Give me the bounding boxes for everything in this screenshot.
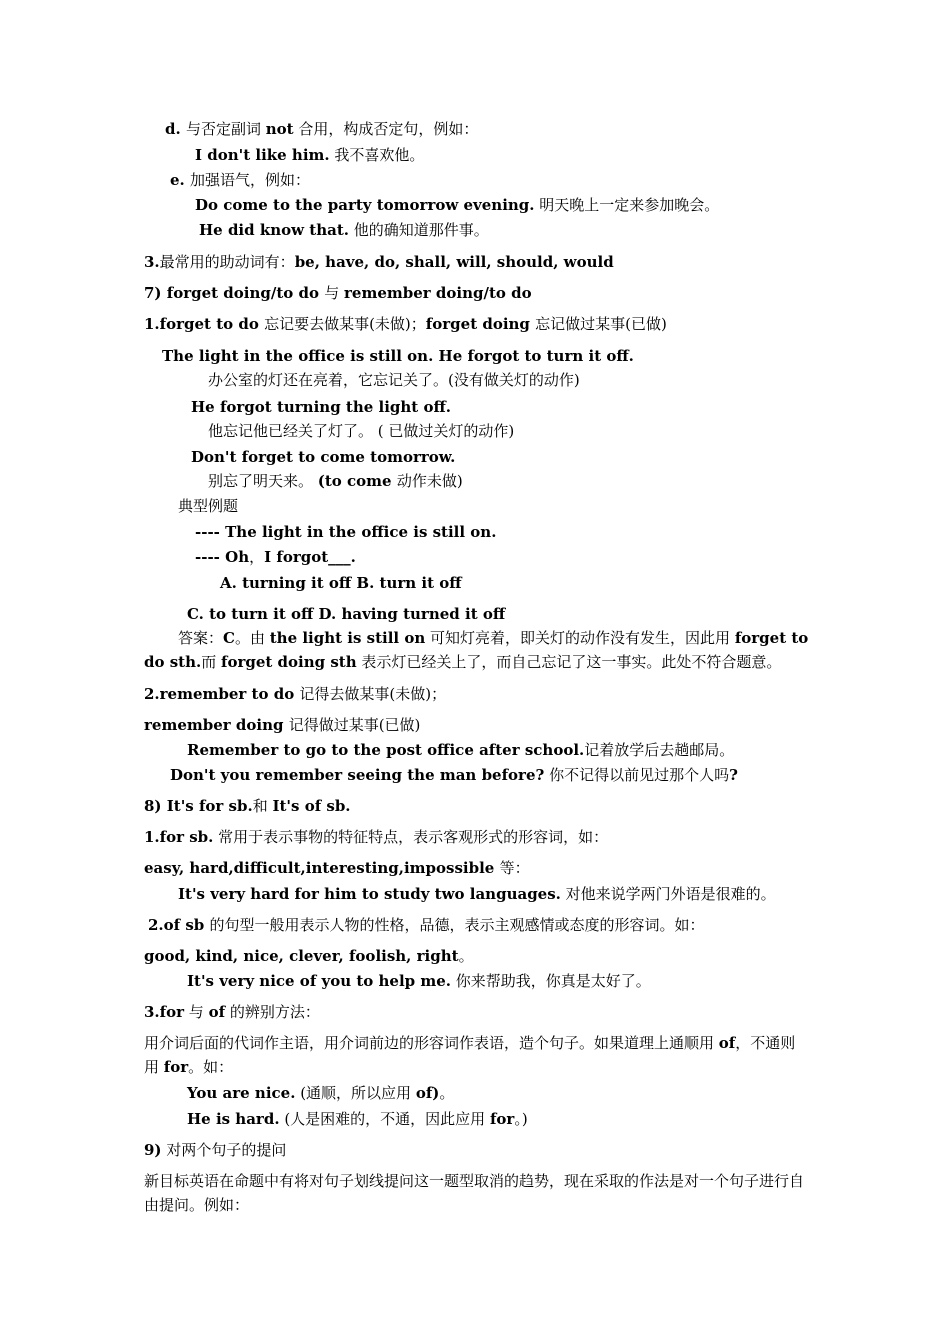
text-paragraph (144, 1031, 809, 1079)
bold-text-segment: He is hard. (187, 1110, 280, 1128)
text-line (199, 219, 489, 241)
text-segment: 与 (324, 284, 345, 302)
bold-text-segment: It's of sb. (272, 797, 351, 815)
bold-text-segment: It's very nice of you to help me. (187, 972, 451, 990)
text-segment: 与 (184, 1003, 209, 1021)
text-segment: 典型例题 (178, 497, 239, 515)
bold-text-segment: He forgot turning the light off. (191, 398, 451, 416)
bold-text-segment: for (489, 1110, 515, 1128)
section-heading (144, 1139, 286, 1161)
text-line (187, 603, 505, 625)
text-line (170, 764, 738, 786)
text-line (144, 714, 420, 736)
text-line (191, 446, 455, 468)
section-heading (144, 282, 532, 304)
bold-text-segment: 1.forget to do (144, 315, 265, 333)
text-segment: (通顺，所以应用 (295, 1084, 416, 1102)
text-segment: 用介词后面的代词作主语，用介词前边的形容词作表语，造个句子。如果道理上通顺用 (144, 1034, 719, 1052)
bold-text-segment: forget to do sth. (144, 629, 809, 671)
bold-text-segment: You are nice. (187, 1084, 296, 1102)
text-line (162, 345, 634, 367)
text-line (187, 739, 734, 761)
text-segment: (人是困难的，不通，因此应用 (279, 1110, 490, 1128)
text-line (148, 914, 705, 936)
bold-text-segment: (to come (317, 472, 397, 490)
text-line (195, 194, 719, 216)
bold-text-segment: I don't like him. (195, 146, 330, 164)
bold-text-segment: of (208, 1003, 226, 1021)
text-line (195, 144, 424, 166)
text-segment: 的句型一般用表示人物的性格，品德，表示主观感情或态度的形容词。如： (209, 916, 705, 934)
bold-text-segment: C. to turn it off D. having turned it off (187, 605, 506, 623)
bold-text-segment: remember doing/to do (344, 284, 532, 302)
bold-text-segment: d. (165, 120, 186, 138)
text-segment: 记得去做某事(未做)； (299, 685, 447, 703)
bold-text-segment: e. (170, 171, 190, 189)
bold-text-segment: of (718, 1034, 736, 1052)
text-segment: 对两个句子的提问 (161, 1141, 287, 1159)
text-segment: 你不记得以前见过那个人吗 (544, 766, 730, 784)
bold-text-segment: 9) (144, 1141, 162, 1159)
bold-text-segment: A. turning it off B. turn it off (220, 574, 462, 592)
text-segment: 他忘记他已经关了灯了。 ( 已做过关灯的动作) (208, 422, 515, 440)
text-paragraph (144, 626, 809, 674)
text-segment: 。由 (234, 629, 270, 647)
text-line (144, 683, 446, 705)
text-segment: 等： (499, 859, 530, 877)
text-segment: 别忘了明天来。 (208, 472, 318, 490)
bold-text-segment: of) (415, 1084, 440, 1102)
text-line (208, 420, 514, 442)
text-segment: 与否定副词 (185, 120, 266, 138)
bold-text-segment: 3. (144, 253, 160, 271)
bold-text-segment: for (163, 1058, 189, 1076)
text-line (165, 118, 478, 140)
bold-text-segment: the light is still on (269, 629, 426, 647)
bold-text-segment: Do come to the party tomorrow evening. (195, 196, 535, 214)
bold-text-segment: remember doing (144, 716, 289, 734)
text-segment: 表示灯已经关上了，而自己忘记了这一事实。此处不符合题意。 (356, 653, 782, 671)
text-segment: 最常用的助动词有： (159, 253, 295, 271)
text-line (144, 857, 530, 879)
text-line (178, 883, 776, 905)
text-segment: 常用于表示事物的特征特点，表示客观形式的形容词，如： (213, 828, 609, 846)
bold-text-segment: 8) It's for sb. (144, 797, 253, 815)
bold-text-segment: 1.for sb. (144, 828, 214, 846)
text-paragraph (144, 1169, 809, 1217)
text-line (187, 1082, 454, 1104)
text-segment: 明天晚上一定来参加晚会。 (534, 196, 720, 214)
bold-text-segment: forget doing (425, 315, 536, 333)
bold-text-segment: C (223, 629, 235, 647)
bold-text-segment: forget doing sth (221, 653, 357, 671)
bold-text-segment: 7) forget doing/to do (144, 284, 325, 302)
text-line (220, 572, 462, 594)
text-segment: 而 (201, 653, 221, 671)
bold-text-segment: 3.for (144, 1003, 185, 1021)
text-segment: 办公室的灯还在亮着，它忘记关了。(没有做关灯的动作) (208, 371, 580, 389)
text-segment: 他的确知道那件事。 (348, 221, 489, 239)
text-segment: ，不通则用 (144, 1034, 796, 1076)
bold-text-segment: The light in the office is still on. He forgot to turn it off. (162, 347, 634, 365)
text-segment: 我不喜欢他。 (329, 146, 425, 164)
text-line (191, 396, 451, 418)
bold-text-segment: ---- The light in the office is still on. (195, 523, 497, 541)
text-segment: ， (249, 548, 265, 566)
text-line (144, 313, 667, 335)
text-segment: 新目标英语在命题中有将对句子划线提问这一题型取消的趋势，现在采取的作法是对一个句子进行自由提问。例如： (144, 1172, 805, 1214)
text-segment: 动作未做) (396, 472, 463, 490)
text-segment: 。 (458, 947, 474, 965)
text-segment: 和 (252, 797, 273, 815)
text-segment: 可知灯亮着，即关灯的动作没有发生，因此用 (425, 629, 735, 647)
text-segment: 答案： (178, 629, 224, 647)
text-line (195, 521, 496, 543)
text-segment: 忘记要去做某事(未做)； (264, 315, 426, 333)
text-line (144, 251, 614, 273)
text-segment: 。如： (188, 1058, 234, 1076)
bold-text-segment: 2.of sb (148, 916, 210, 934)
bold-text-segment: good, kind, nice, clever, foolish, right (144, 947, 459, 965)
text-segment: 忘记做过某事(已做) (535, 315, 667, 333)
text-line (144, 1001, 320, 1023)
bold-text-segment: I forgot___. (264, 548, 356, 566)
bold-text-segment: ? (729, 766, 738, 784)
text-segment: 。 (439, 1084, 455, 1102)
text-line (170, 169, 310, 191)
text-line (178, 495, 238, 517)
text-segment: 。) (514, 1110, 528, 1128)
bold-text-segment: not (265, 120, 294, 138)
text-line (144, 826, 608, 848)
text-line (187, 970, 651, 992)
text-segment: 合用，构成否定句，例如： (293, 120, 479, 138)
bold-text-segment: It's very hard for him to study two languages. (178, 885, 561, 903)
bold-text-segment: Don't forget to come tomorrow. (191, 448, 456, 466)
section-heading (144, 795, 351, 817)
text-line (208, 470, 463, 492)
bold-text-segment: He did know that. (199, 221, 349, 239)
text-segment: 的辨别方法： (225, 1003, 320, 1021)
text-line (195, 546, 356, 568)
bold-text-segment: Don't you remember seeing the man before? (170, 766, 545, 784)
bold-text-segment: ---- Oh (195, 548, 250, 566)
text-segment: 你来帮助我，你真是太好了。 (451, 972, 651, 990)
text-line (144, 945, 474, 967)
text-line (187, 1108, 528, 1130)
text-segment: 记着放学后去趟邮局。 (584, 741, 735, 759)
text-segment: 记得做过某事(已做) (288, 716, 421, 734)
bold-text-segment: easy, hard,difficult,interesting,impossible (144, 859, 500, 877)
text-line (208, 369, 580, 391)
bold-text-segment: be, have, do, shall, will, should, would (294, 253, 614, 271)
text-segment: 对他来说学两门外语是很难的。 (560, 885, 776, 903)
bold-text-segment: 2.remember to do (144, 685, 300, 703)
text-segment: 加强语气，例如： (190, 171, 311, 189)
bold-text-segment: Remember to go to the post office after school. (187, 741, 585, 759)
